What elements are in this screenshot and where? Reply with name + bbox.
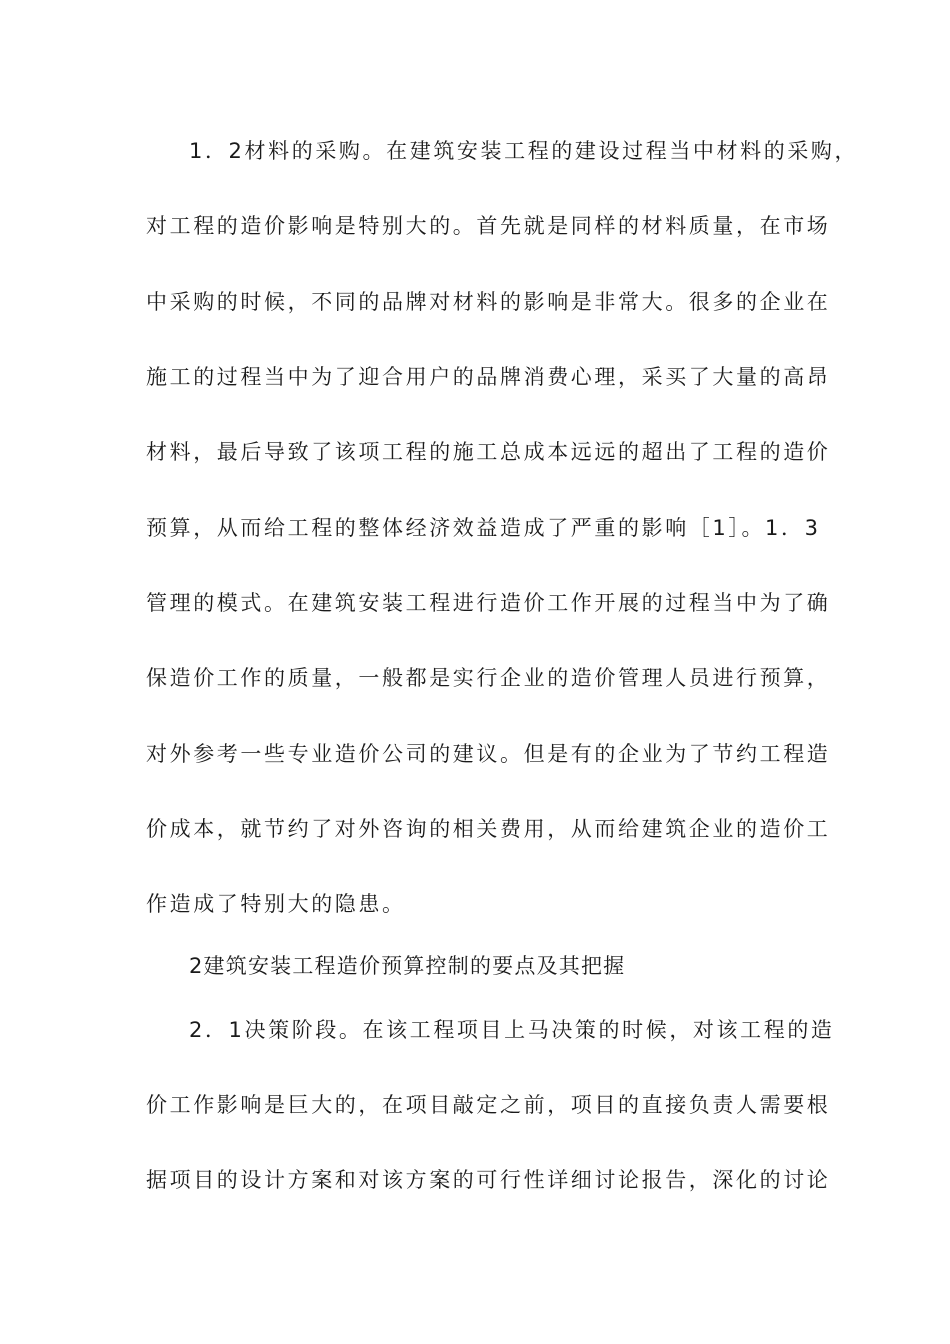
- text-line-13: 价工作影响是巨大的，在项目敲定之前，项目的直接负责人需要根: [146, 1093, 831, 1117]
- text-line-10: 价成本，就节约了对外咨询的相关费用，从而给建筑企业的造价工: [146, 817, 831, 841]
- text-line-9: 对外参考一些专业造价公司的建议。但是有的企业为了节约工程造: [146, 742, 831, 766]
- text-line-4: 施工的过程当中为了迎合用户的品牌消费心理，采买了大量的高昂: [146, 365, 831, 389]
- text-line-1: 1．2材料的采购。在建筑安装工程的建设过程当中材料的采购，: [189, 139, 859, 163]
- text-line-5: 材料，最后导致了该项工程的施工总成本远远的超出了工程的造价: [146, 440, 831, 464]
- text-line-12: 2．1决策阶段。在该工程项目上马决策的时候，对该工程的造: [189, 1018, 835, 1042]
- text-line-3: 中采购的时候，不同的品牌对材料的影响是非常大。很多的企业在: [146, 290, 831, 314]
- text-line-6: 预算，从而给工程的整体经济效益造成了严重的影响［1］。1．3: [146, 516, 821, 540]
- text-line-8: 保造价工作的质量，一般都是实行企业的造价管理人员进行预算，: [146, 666, 831, 690]
- text-line-7: 管理的模式。在建筑安装工程进行造价工作开展的过程当中为了确: [146, 591, 831, 615]
- text-line-11: 作造成了特别大的隐患。: [146, 892, 406, 916]
- text-line-2: 对工程的造价影响是特别大的。首先就是同样的材料质量，在市场: [146, 214, 831, 238]
- text-line-14: 据项目的设计方案和对该方案的可行性详细讨论报告，深化的讨论: [146, 1168, 831, 1192]
- section-heading: 2建筑安装工程造价预算控制的要点及其把握: [189, 954, 626, 978]
